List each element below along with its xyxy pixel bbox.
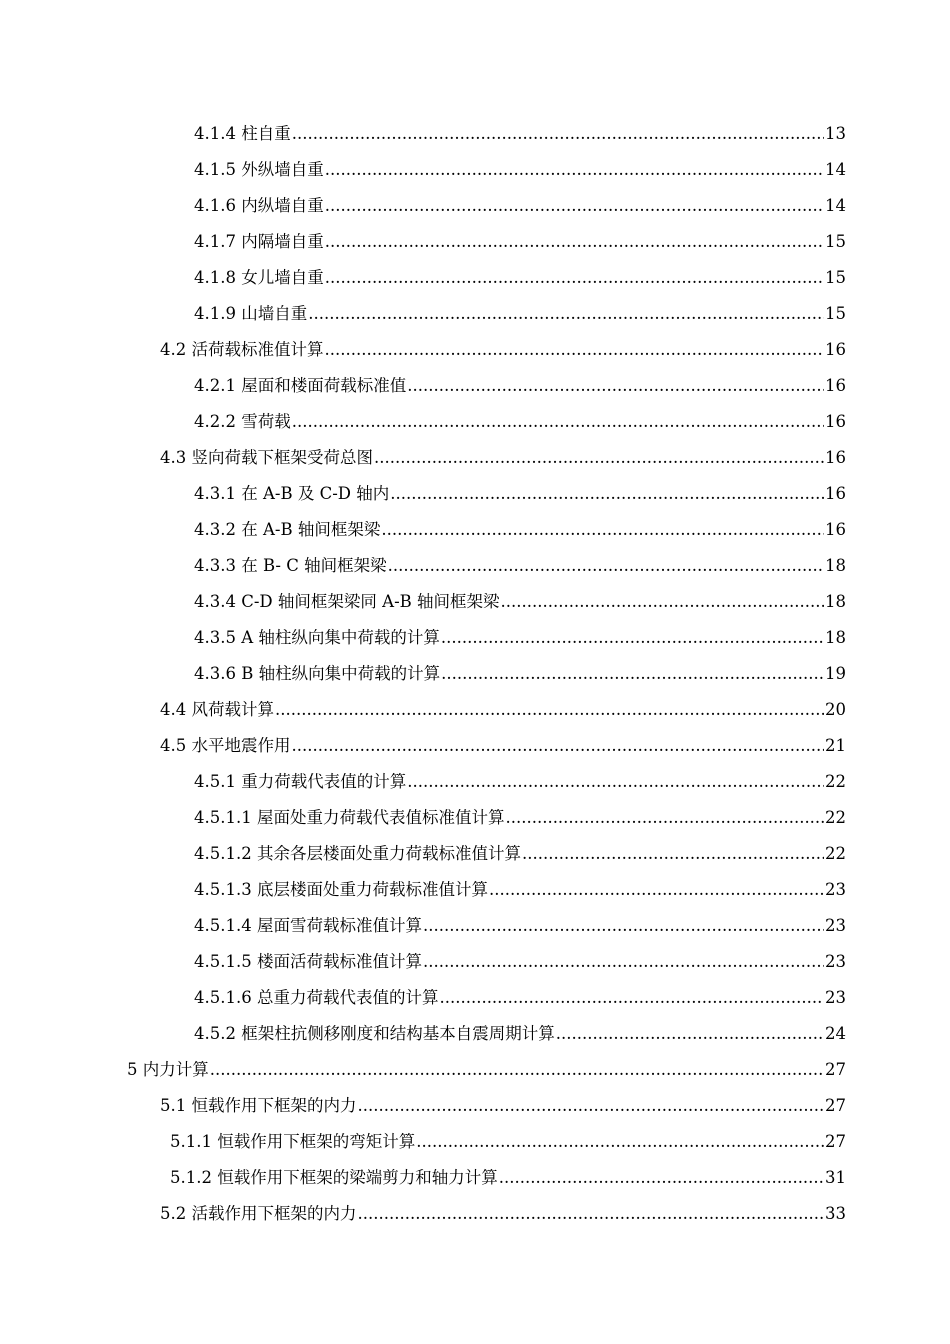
- toc-entry-page-number: 16: [825, 448, 846, 467]
- toc-entry-title: 4.5.1.5 楼面活荷载标准值计算: [194, 952, 422, 971]
- toc-dot-leader: [292, 116, 824, 152]
- toc-dot-leader: [499, 1160, 824, 1196]
- toc-dot-leader: [522, 836, 824, 872]
- toc-dot-leader: [210, 1052, 824, 1088]
- toc-entry[interactable]: [0, 1196, 950, 1232]
- toc-entry[interactable]: [0, 1088, 950, 1124]
- toc-entry[interactable]: [0, 800, 950, 836]
- toc-entry-title: 4.1.6 内纵墙自重: [194, 196, 324, 215]
- toc-entry[interactable]: [0, 368, 950, 404]
- toc-entry[interactable]: [0, 332, 950, 368]
- toc-dot-leader: [423, 944, 824, 980]
- toc-entry[interactable]: [0, 872, 950, 908]
- toc-entry-page-number: 15: [825, 232, 846, 251]
- toc-entry-page-number: 20: [825, 700, 846, 719]
- toc-dot-leader: [407, 764, 824, 800]
- toc-dot-leader: [505, 800, 824, 836]
- toc-entry[interactable]: [0, 1124, 950, 1160]
- toc-entry-page-number: 24: [825, 1024, 846, 1043]
- toc-entry-title: 5.1.2 恒载作用下框架的梁端剪力和轴力计算: [170, 1168, 498, 1187]
- toc-dot-leader: [407, 368, 824, 404]
- toc-entry-title: 4.3.1 在 A-B 及 C-D 轴内: [194, 484, 390, 503]
- toc-entry[interactable]: [0, 224, 950, 260]
- toc-dot-leader: [423, 908, 824, 944]
- toc-entry-page-number: 18: [825, 628, 846, 647]
- toc-entry-page-number: 22: [825, 844, 846, 863]
- toc-dot-leader: [308, 296, 824, 332]
- toc-entry-title: 4.1.8 女儿墙自重: [194, 268, 324, 287]
- toc-entry[interactable]: [0, 440, 950, 476]
- toc-entry-title: 4.5.1.3 底层楼面处重力荷载标准值计算: [194, 880, 488, 899]
- toc-dot-leader: [374, 440, 824, 476]
- toc-dot-leader: [441, 656, 824, 692]
- toc-entry-title: 5.2 活载作用下框架的内力: [160, 1204, 357, 1223]
- toc-dot-leader: [439, 980, 824, 1016]
- toc-dot-leader: [325, 332, 825, 368]
- toc-dot-leader: [390, 476, 824, 512]
- toc-entry-page-number: 16: [825, 520, 846, 539]
- toc-entry-title: 4.2.2 雪荷载: [194, 412, 291, 431]
- toc-entry[interactable]: [0, 188, 950, 224]
- toc-entry-page-number: 16: [825, 376, 846, 395]
- toc-dot-leader: [441, 620, 824, 656]
- toc-entry-page-number: 27: [825, 1096, 846, 1115]
- toc-entry-title: 5.1 恒载作用下框架的内力: [160, 1096, 357, 1115]
- toc-dot-leader: [292, 728, 825, 764]
- toc-entry-title: 5.1.1 恒载作用下框架的弯矩计算: [170, 1132, 416, 1151]
- toc-entry[interactable]: [0, 512, 950, 548]
- toc-entry-title: 4.3.6 B 轴柱纵向集中荷载的计算: [194, 664, 441, 683]
- toc-entry-page-number: 27: [825, 1060, 846, 1079]
- toc-entry-page-number: 31: [825, 1168, 846, 1187]
- toc-entry-title: 4.5.2 框架柱抗侧移刚度和结构基本自震周期计算: [194, 1024, 555, 1043]
- toc-entry[interactable]: [0, 620, 950, 656]
- toc-entry-page-number: 23: [825, 880, 846, 899]
- toc-dot-leader: [325, 224, 824, 260]
- toc-dot-leader: [556, 1016, 824, 1052]
- toc-entry-title: 4.1.9 山墙自重: [194, 304, 308, 323]
- toc-entry[interactable]: [0, 1016, 950, 1052]
- toc-entry-title: 4.5.1.4 屋面雪荷载标准值计算: [194, 916, 422, 935]
- toc-dot-leader: [325, 188, 824, 224]
- toc-entry-title: 4.5.1.6 总重力荷载代表值的计算: [194, 988, 439, 1007]
- toc-entry[interactable]: [0, 836, 950, 872]
- toc-entry-page-number: 23: [825, 916, 846, 935]
- toc-entry[interactable]: [0, 944, 950, 980]
- toc-entry-page-number: 14: [825, 196, 846, 215]
- toc-entry[interactable]: [0, 692, 950, 728]
- toc-entry-page-number: 21: [825, 736, 846, 755]
- toc-entry[interactable]: [0, 548, 950, 584]
- toc-entry-page-number: 23: [825, 952, 846, 971]
- toc-entry-page-number: 22: [825, 772, 846, 791]
- toc-entry-page-number: 27: [825, 1132, 846, 1151]
- toc-entry[interactable]: [0, 152, 950, 188]
- toc-entry[interactable]: [0, 656, 950, 692]
- toc-dot-leader: [292, 404, 824, 440]
- toc-entry[interactable]: [0, 980, 950, 1016]
- toc-entry-title: 4.5 水平地震作用: [160, 736, 291, 755]
- table-of-contents: [0, 116, 950, 1232]
- toc-entry-page-number: 14: [825, 160, 846, 179]
- toc-entry[interactable]: [0, 116, 950, 152]
- toc-dot-leader: [358, 1088, 825, 1124]
- toc-entry-title: 4.4 风荷载计算: [160, 700, 274, 719]
- toc-entry-title: 4.1.7 内隔墙自重: [194, 232, 324, 251]
- toc-dot-leader: [358, 1196, 825, 1232]
- toc-entry[interactable]: [0, 908, 950, 944]
- toc-dot-leader: [489, 872, 824, 908]
- toc-entry-title: 4.5.1.2 其余各层楼面处重力荷载标准值计算: [194, 844, 521, 863]
- toc-entry-page-number: 15: [825, 304, 846, 323]
- toc-dot-leader: [325, 260, 824, 296]
- toc-dot-leader: [381, 512, 824, 548]
- toc-entry[interactable]: [0, 1052, 950, 1088]
- toc-entry-page-number: 16: [825, 484, 846, 503]
- toc-entry-page-number: 33: [825, 1204, 846, 1223]
- toc-entry-title: 4.5.1 重力荷载代表值的计算: [194, 772, 407, 791]
- toc-dot-leader: [501, 584, 824, 620]
- toc-entry[interactable]: [0, 404, 950, 440]
- toc-entry-page-number: 16: [825, 340, 846, 359]
- toc-dot-leader: [275, 692, 824, 728]
- toc-entry-title: 4.1.4 柱自重: [194, 124, 291, 143]
- toc-dot-leader: [325, 152, 824, 188]
- toc-entry[interactable]: [0, 764, 950, 800]
- toc-entry[interactable]: [0, 260, 950, 296]
- toc-entry-title: 4.2 活荷载标准值计算: [160, 340, 324, 359]
- toc-entry-page-number: 23: [825, 988, 846, 1007]
- toc-entry-title: 4.3.5 A 轴柱纵向集中荷载的计算: [194, 628, 440, 647]
- toc-entry-title: 4.5.1.1 屋面处重力荷载代表值标准值计算: [194, 808, 505, 827]
- toc-entry[interactable]: [0, 296, 950, 332]
- toc-entry-title: 4.3.4 C-D 轴间框架梁同 A-B 轴间框架梁: [194, 592, 500, 611]
- toc-entry[interactable]: [0, 728, 950, 764]
- toc-entry-title: 4.3.2 在 A-B 轴间框架梁: [194, 520, 381, 539]
- toc-entry-page-number: 18: [825, 556, 846, 575]
- toc-entry-page-number: 16: [825, 412, 846, 431]
- toc-dot-leader: [416, 1124, 824, 1160]
- toc-entry-page-number: 13: [825, 124, 846, 143]
- toc-dot-leader: [388, 548, 824, 584]
- toc-entry[interactable]: [0, 1160, 950, 1196]
- toc-entry-page-number: 22: [825, 808, 846, 827]
- toc-entry[interactable]: [0, 476, 950, 512]
- toc-entry[interactable]: [0, 584, 950, 620]
- toc-entry-page-number: 18: [825, 592, 846, 611]
- toc-entry-page-number: 15: [825, 268, 846, 287]
- toc-entry-title: 4.3 竖向荷载下框架受荷总图: [160, 448, 373, 467]
- toc-entry-title: 4.1.5 外纵墙自重: [194, 160, 324, 179]
- toc-entry-title: 4.2.1 屋面和楼面荷载标准值: [194, 376, 407, 395]
- toc-entry-page-number: 19: [825, 664, 846, 683]
- toc-entry-title: 4.3.3 在 B- C 轴间框架梁: [194, 556, 387, 575]
- toc-entry-title: 5 内力计算: [127, 1060, 209, 1079]
